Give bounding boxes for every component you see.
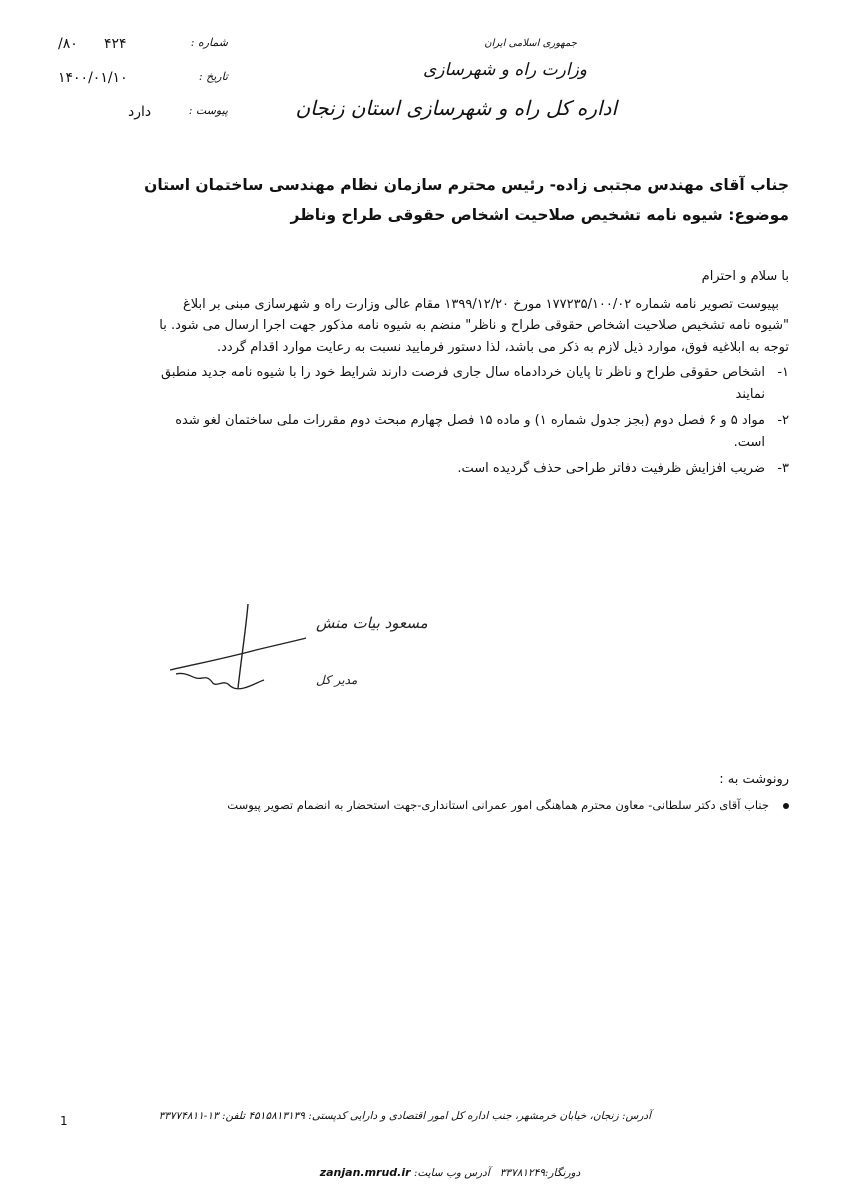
body-paragraph: بپیوست تصویر نامه شماره ۱۷۷۲۳۵/۱۰۰/۰۲ مورخ ۱۳۹۹/۱۲/۲۰ مقام عالی وزارت راه و شهرسازی مبنی بر ابلاغ "شیوه نامه تشخیص صلاحیت اشخاص حقوقی طراح و ناظر" منضم به شیوه نامه مذکور جهت اجرا ارسال می شود. با توجه به ابلاغیه فوق، موارد ذیل لازم به ذکر می باشد، لذا دستور فرمایید نسبت به رعایت موارد اقدام گردد.: [159, 296, 789, 355]
letter-date-label: تاریخ :: [198, 70, 228, 83]
list-item: [150, 458, 789, 480]
list-item: [150, 410, 789, 453]
list-item-number: ۱-: [777, 365, 789, 380]
footer-website-label: آدرس وب سایت:: [413, 1167, 490, 1179]
letter-number-prefix: ۸۰/: [58, 36, 78, 52]
letter-date-row: [58, 70, 228, 90]
signature-title: مدیر کل: [316, 673, 358, 687]
letter-body: [150, 266, 789, 485]
list-item-text: ضریب افزایش ظرفیت دفاتر طراحی حذف گردیده است.: [457, 461, 765, 476]
bullet-icon: [783, 803, 789, 809]
cc-recipient: جناب آقای دکتر سلطانی- معاون محترم هماهنگی امور عمرانی استانداری-جهت استحضار به انضمام تصویر پیوست: [227, 798, 769, 812]
letter-attachment-row: [58, 104, 228, 124]
letter-attachment-value: دارد: [128, 104, 152, 120]
greeting: با سلام و احترام: [701, 269, 789, 284]
footer-fax-label: دورنگار:: [544, 1167, 581, 1179]
signature-name: مسعود بیات منش: [316, 614, 428, 632]
cc-title: رونوشت به :: [719, 772, 789, 787]
letterhead-department: اداره کل راه و شهرسازی استان زنجان: [295, 96, 617, 120]
page-number: 1: [60, 1114, 68, 1128]
signature-drawing: [166, 598, 428, 708]
recipient-line: جناب آقای مهندس مجتبی زاده- رئیس محترم سازمان نظام مهندسی ساختمان استان: [144, 176, 789, 194]
footer-fax-value: ۳۳۷۸۱۲۴۹: [499, 1167, 545, 1179]
website-link[interactable]: zanjan.mrud.ir: [319, 1166, 411, 1179]
list-item-number: ۳-: [777, 461, 789, 476]
cc-list-item: [227, 798, 789, 812]
footer-address: آدرس: زنجان، خیابان خرمشهر، جنب اداره کل امور اقتصادی و دارایی کدپستی: ۴۵۱۵۸۱۳۱۳۹ تلفن: ۱۳-۳۳۷۷۴۸۱۱: [158, 1110, 651, 1122]
letter-number-value: ۴۲۴: [104, 36, 127, 52]
footer-contact: [300, 1166, 600, 1179]
letter-meta: [58, 36, 228, 126]
subject-line: موضوع: شیوه نامه تشخیص صلاحیت اشخاص حقوقی طراح وناظر: [290, 206, 789, 224]
letter-date-value: ۱۴۰۰/۰۱/۱۰: [58, 70, 128, 86]
list-item-text: مواد ۵ و ۶ فصل دوم (بجز جدول شماره ۱) و ماده ۱۵ فصل چهارم مبحث دوم مقررات ملی ساختمان لغو شده است.: [175, 413, 765, 450]
letter-number-label: شماره :: [190, 36, 228, 49]
letter-attachment-label: پیوست :: [188, 104, 228, 117]
letterhead-country: جمهوری اسلامی ایران: [484, 38, 577, 49]
letter-number-row: [58, 36, 228, 56]
list-item-text: اشخاص حقوقی طراح و ناظر تا پایان خردادماه سال جاری فرصت دارند شرایط خود را با شیوه نامه جدید منطبق نمایند: [161, 365, 765, 402]
list-item: [150, 362, 789, 405]
signature: [166, 598, 428, 708]
list-item-number: ۲-: [777, 413, 789, 428]
letterhead-ministry: وزارت راه و شهرسازی: [422, 60, 587, 80]
